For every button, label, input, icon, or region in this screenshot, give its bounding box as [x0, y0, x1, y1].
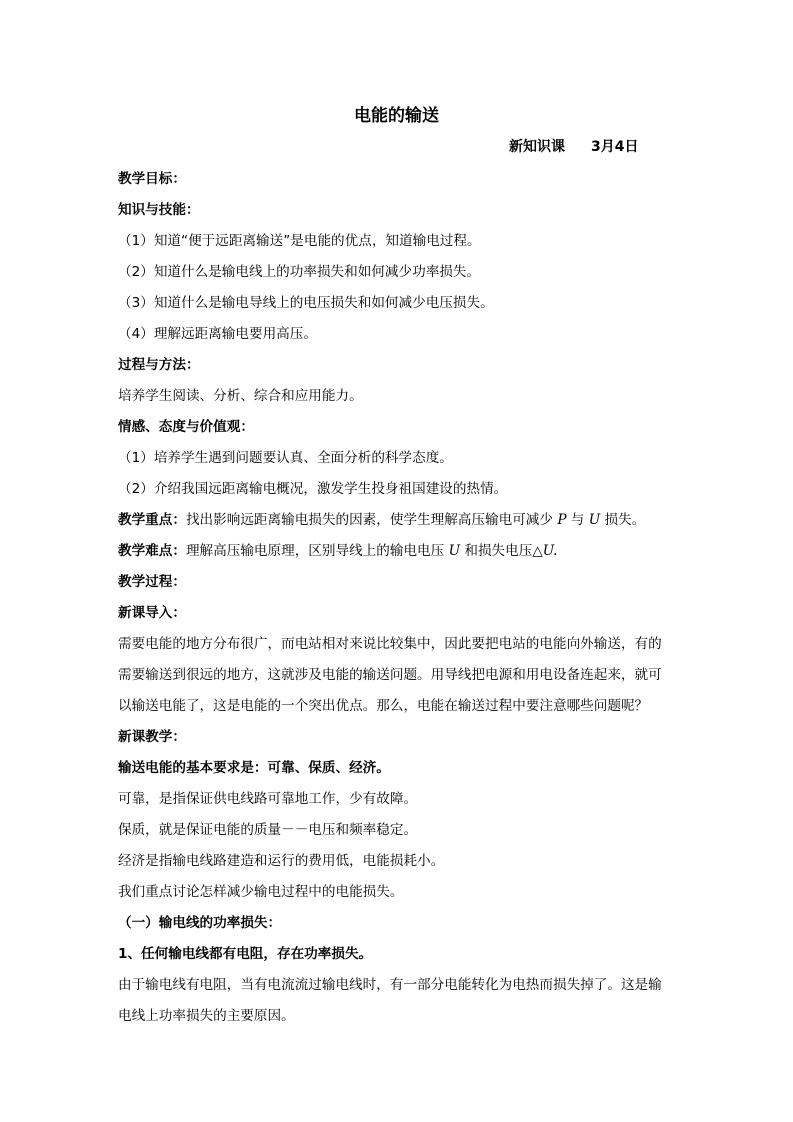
point1-paragraph	[118, 970, 690, 1032]
process-text: 培养学生阅读、分析、综合和应用能力。	[118, 388, 363, 404]
variable-delta-u: △U.	[532, 543, 558, 559]
difficulty-label: 教学难点：	[118, 543, 186, 559]
quality-text: 保质，就是保证电能的质量－－电压和频率稳定。	[118, 822, 418, 838]
paragraph-line: 以输送电能了，这是电能的一个突出优点。那么，电能在输送过程中要注意哪些问题呢？	[118, 698, 649, 714]
variable-u: U	[588, 512, 601, 528]
basic-requirement: 输送电能的基本要求是：可靠、保质、经济。	[118, 760, 390, 776]
knowledge-item: （1）知道“便于远距离输送”是电能的优点，知道输电过程。	[118, 233, 481, 249]
emotion-item: （1）培养学生遇到问题要认真、全面分析的科学态度。	[118, 450, 453, 466]
intro-heading: 新课导入：	[118, 605, 186, 621]
difficulty: 教学难点：理解高压输电原理，区别导线上的输电电压 U 和损失电压△U.	[118, 543, 558, 559]
document-title: 电能的输送	[354, 106, 439, 126]
lesson-type: 新知识课	[509, 139, 565, 155]
variable-u: U	[448, 543, 461, 559]
economy-text: 经济是指输电线路建造和运行的费用低，电能损耗小。	[118, 853, 445, 869]
paragraph-line: 需要输送到很远的地方，这就涉及电能的输送问题。用导线把电源和用电设备连起来，就可	[118, 667, 662, 683]
emotion-item: （2）介绍我国远距离输电概况，激发学生投身祖国建设的热情。	[118, 481, 508, 497]
paragraph-line: 需要电能的地方分布很广，而电站相对来说比较集中，因此要把电站的电能向外输送，有的	[118, 636, 662, 652]
emotion-heading: 情感、态度与价值观：	[118, 419, 254, 435]
key-point: 教学重点：找出影响远距离输电损失的因素，使学生理解高压输电可减少 P 与 U 损失。	[118, 512, 646, 528]
new-lesson-heading: 新课教学：	[118, 729, 186, 745]
goals-heading: 教学目标：	[118, 171, 186, 187]
paragraph-line: 电线上功率损失的主要原因。	[118, 1008, 295, 1024]
document-body	[118, 164, 690, 1032]
variable-p: P	[557, 512, 567, 528]
knowledge-item: （3）知道什么是输电导线上的电压损失和如何减少电压损失。	[118, 295, 494, 311]
intro-paragraph	[118, 629, 690, 722]
point1-heading: 1、任何输电线都有电阻，存在功率损失。	[118, 946, 373, 962]
lesson-date: 3月4日	[591, 139, 639, 155]
knowledge-item: （2）知道什么是输电线上的功率损失和如何减少功率损失。	[118, 264, 481, 280]
focus-text: 我们重点讨论怎样减少输电过程中的电能损失。	[118, 884, 404, 900]
knowledge-item: （4）理解远距离输电要用高压。	[118, 326, 317, 342]
reliable-text: 可靠，是指保证供电线路可靠地工作，少有故障。	[118, 791, 418, 807]
knowledge-heading: 知识与技能：	[118, 202, 200, 218]
section1-heading: （一）输电线的功率损失：	[118, 915, 282, 931]
lesson-meta	[509, 136, 638, 158]
key-point-label: 教学重点：	[118, 512, 186, 528]
process-heading: 过程与方法：	[118, 357, 200, 373]
paragraph-line: 由于输电线有电阻，当有电流流过输电线时，有一部分电能转化为电热而损失掉了。这是输	[118, 977, 662, 993]
teaching-process-heading: 教学过程：	[118, 574, 186, 590]
